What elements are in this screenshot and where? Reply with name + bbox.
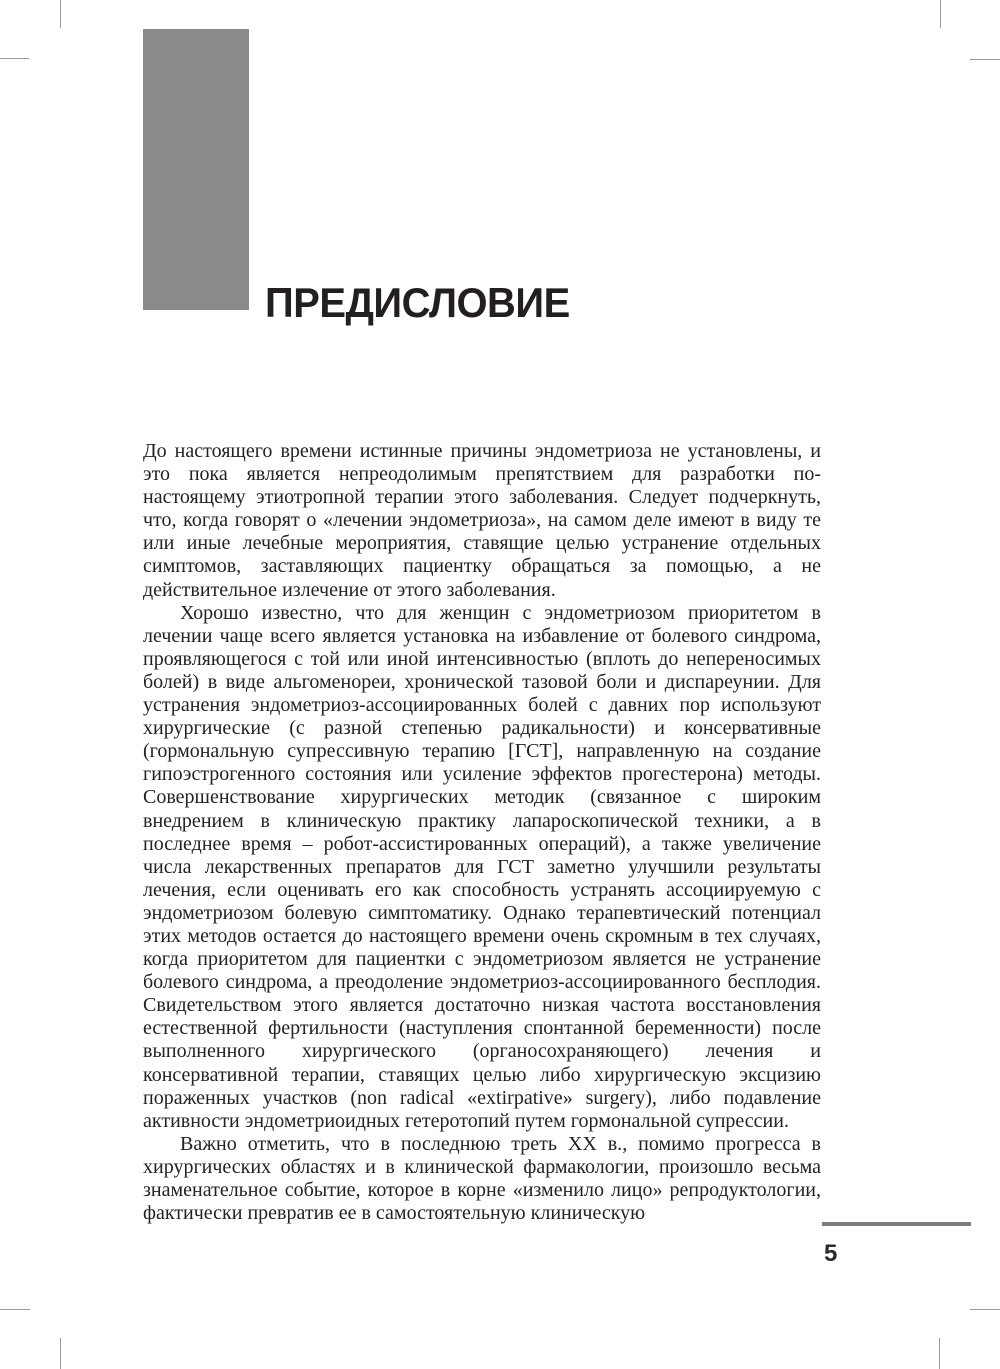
paragraph-1: До настоящего времени истинные причины эндометриоза не установлены, и это пока является непреодолимым препятствием для разработки по-настоящему этиотропной терапии этого заболевания. Следует подчеркнуть, что, когда говорят о «лечении эндометриоза», на самом деле имеют в виду те или иные лечебные мероприятия, ставящие целью устранение отдельных симптомов, заставляющих пациентку обращаться за помощью, а не действительное излечение от этого заболевания. <box>143 440 821 601</box>
paragraph-2: Хорошо известно, что для женщин с эндометриозом приоритетом в лечении чаще всего является установка на избавление от болевого синдрома, проявляющегося с той или иной интенсивностью (вплоть до непереносимых болей) в виде альгоменореи, хронической тазовой боли и диспареунии. Для устранения эндометриоз-ассоциированных болей с давних пор используют хирургические (с разной степенью радикальности) и консервативные (гормональную супрессивную терапию [ГСТ], направленную на создание гипоэстрогенного состояния или усиление эффектов прогестерона) методы. Совершенствование хирургических методик (связанное с широким внедрением в клиническую практику лапароскопической техники, а в последнее время – робот-ассистированных операций), а также увеличение числа лекарственных препаратов для ГСТ заметно улучшили результаты лечения, если оценивать его как способность устранять ассоциируемую с эндометриозом болевую симптоматику. Однако терапевтический потенциал этих методов остается до настоящего времени очень скромным в тех случаях, когда приоритетом для пациентки с эндометриозом является не устранение болевого синдрома, а преодоление эндометриоз-ассоциированного бесплодия. Свидетельством этого является достаточно низкая частота восстановления естественной фертильности (наступления спонтанной беременности) после выполненного хирургического (органосохраняющего) лечения и консервативной терапии, ставящих целью либо хирургическую эксцизию пораженных участков (non radical «extirpative» surgery), либо подавление активности эндометриоидных гетеротопий путем гормональной супрессии. <box>143 601 821 1132</box>
chapter-marker-block <box>143 29 249 310</box>
paragraph-3: Важно отметить, что в последнюю треть XX в., помимо прогресса в хирургических областях и в клинической фармакологии, произошло весьма знаменательное событие, которое в корне «изменило лицо» репродуктологии, фактически превратив ее в самостоятельную клиническую <box>143 1132 821 1225</box>
crop-mark-bottom-left-vertical <box>60 1338 61 1369</box>
chapter-title: ПРЕДИСЛОВИЕ <box>265 279 570 326</box>
crop-mark-top-left-horizontal <box>0 58 29 59</box>
crop-mark-top-right-horizontal <box>970 59 1000 60</box>
crop-mark-bottom-left-horizontal <box>0 1309 30 1310</box>
crop-mark-top-right-vertical <box>940 0 941 28</box>
footer-rule <box>822 1222 971 1226</box>
crop-mark-bottom-right-vertical <box>939 1338 940 1369</box>
page-number: 5 <box>824 1240 838 1267</box>
crop-mark-bottom-right-horizontal <box>970 1309 1000 1310</box>
body-text-block <box>143 440 821 1225</box>
crop-mark-top-left-vertical <box>60 0 61 28</box>
